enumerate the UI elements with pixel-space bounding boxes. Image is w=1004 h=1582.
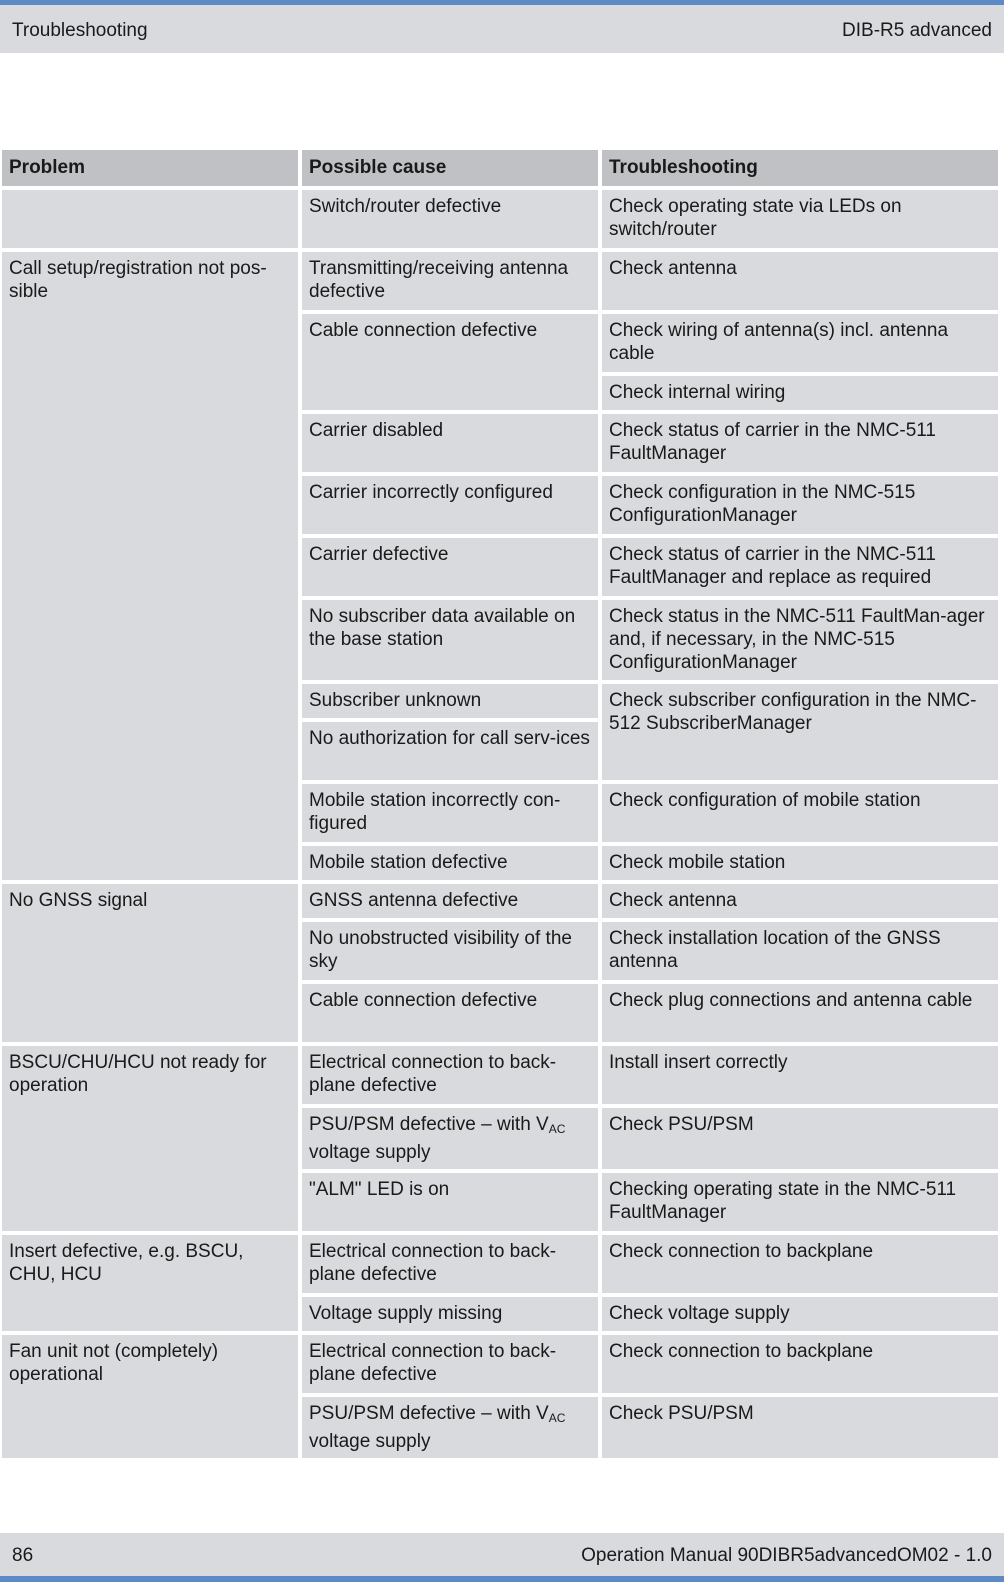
fix-cell: Check wiring of antenna(s) incl. antenna cable [602, 314, 998, 372]
cause-cell: Switch/router defective [302, 190, 598, 248]
table-row [2, 1335, 998, 1393]
fix-cell: Check configuration in the NMC-515 ConfigurationManager [602, 476, 998, 534]
fix-cell: Check status of carrier in the NMC-511 FaultManager [602, 414, 998, 472]
cause-cell: Carrier incorrectly configured [302, 476, 598, 534]
fix-cell: Check antenna [602, 884, 998, 918]
cause-cell: GNSS antenna defective [302, 884, 598, 918]
cause-cell: Subscriber unknown [302, 684, 598, 718]
fix-cell: Check voltage supply [602, 1297, 998, 1331]
fix-cell: Check connection to backplane [602, 1235, 998, 1293]
cause-cell: "ALM" LED is on [302, 1173, 598, 1231]
problem-cell: No GNSS signal [2, 884, 298, 1042]
fix-cell: Check configuration of mobile station [602, 784, 998, 842]
problem-cell [2, 190, 298, 248]
cause-cell: Electrical connection to back-plane defective [302, 1046, 598, 1104]
fix-cell: Check installation location of the GNSS antenna [602, 922, 998, 980]
problem-cell: Insert defective, e.g. BSCU, CHU, HCU [2, 1235, 298, 1331]
cause-cell: Carrier disabled [302, 414, 598, 472]
fix-cell: Check status in the NMC-511 FaultMan-ager and, if necessary, in the NMC-515 ConfigurationManager [602, 600, 998, 680]
problem-cell: Call setup/registration not pos-sible [2, 252, 298, 880]
table-row [2, 884, 998, 918]
fix-cell: Install insert correctly [602, 1046, 998, 1104]
cause-cell: Electrical connection to back-plane defective [302, 1335, 598, 1393]
cause-cell: Carrier defective [302, 538, 598, 596]
header-product-name: DIB-R5 advanced [842, 20, 992, 41]
page-footer [0, 1533, 1004, 1582]
cause-cell [302, 1108, 598, 1169]
table-header-row [2, 150, 998, 186]
fix-cell: Check operating state via LEDs on switch/router [602, 190, 998, 248]
cause-cell: Transmitting/receiving antenna defective [302, 252, 598, 310]
header-section-title: Troubleshooting [12, 20, 148, 41]
problem-cell: Fan unit not (completely) operational [2, 1335, 298, 1458]
fix-cell: Check PSU/PSM [602, 1108, 998, 1169]
column-header-problem: Problem [2, 150, 298, 186]
fix-cell: Check subscriber configuration in the NMC-512 SubscriberManager [602, 684, 998, 780]
table-row [2, 190, 998, 248]
table-row [2, 1235, 998, 1293]
column-header-troubleshooting: Troubleshooting [602, 150, 998, 186]
fix-cell: Check internal wiring [602, 376, 998, 410]
cause-cell: Voltage supply missing [302, 1297, 598, 1331]
table-row [2, 252, 998, 310]
cause-cell: Mobile station incorrectly con-figured [302, 784, 598, 842]
cause-subscript: AC [548, 1411, 566, 1425]
cause-cell: Cable connection defective [302, 314, 598, 410]
column-header-cause: Possible cause [302, 150, 598, 186]
page-number: 86 [12, 1545, 34, 1566]
fix-cell: Check mobile station [602, 846, 998, 880]
fix-cell: Check antenna [602, 252, 998, 310]
cause-cell [302, 1397, 598, 1458]
cause-cell: Electrical connection to back-plane defective [302, 1235, 598, 1293]
document-title: Operation Manual 90DIBR5advancedOM02 - 1.0 [581, 1545, 992, 1566]
fix-cell: Check plug connections and antenna cable [602, 984, 998, 1042]
cause-text: PSU/PSM defective – with V [309, 1403, 549, 1424]
cause-cell: No subscriber data available on the base station [302, 600, 598, 680]
cause-cell: Cable connection defective [302, 984, 598, 1042]
table-row [2, 1046, 998, 1104]
fix-cell: Check connection to backplane [602, 1335, 998, 1393]
cause-text: voltage supply [309, 1431, 431, 1452]
cause-text: PSU/PSM defective – with V [309, 1114, 549, 1135]
fix-cell: Check status of carrier in the NMC-511 FaultManager and replace as required [602, 538, 998, 596]
cause-cell: No unobstructed visibility of the sky [302, 922, 598, 980]
cause-subscript: AC [548, 1122, 566, 1136]
cause-cell: No authorization for call serv-ices [302, 722, 598, 780]
cause-text: voltage supply [309, 1142, 431, 1163]
fix-cell: Check PSU/PSM [602, 1397, 998, 1458]
problem-cell: BSCU/CHU/HCU not ready for operation [2, 1046, 298, 1231]
cause-cell: Mobile station defective [302, 846, 598, 880]
fix-cell: Checking operating state in the NMC-511 FaultManager [602, 1173, 998, 1231]
troubleshooting-table [0, 146, 1002, 1462]
page-header [0, 0, 1004, 53]
